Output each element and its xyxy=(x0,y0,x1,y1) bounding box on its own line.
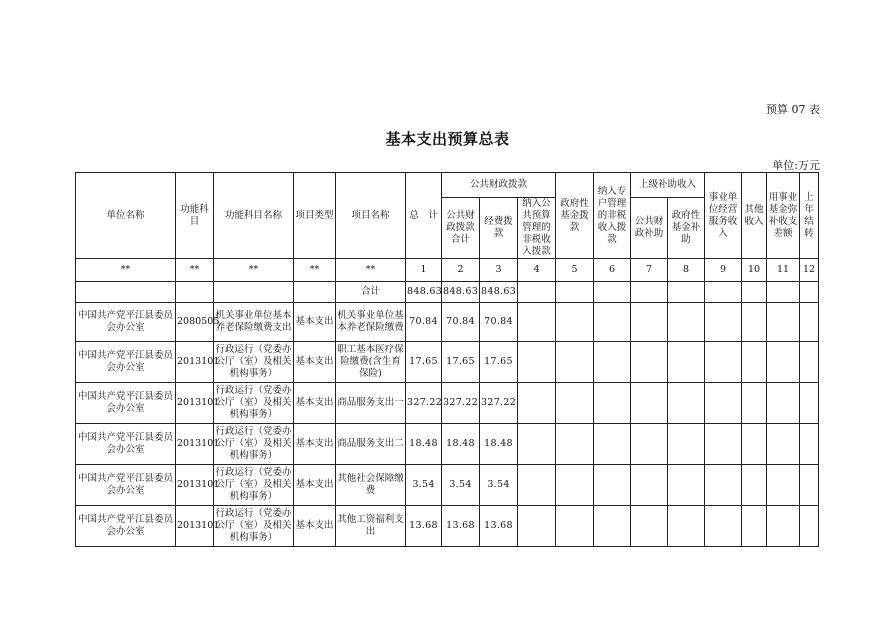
header-upper-group: 上级补助收入 xyxy=(631,173,705,198)
empty-cell xyxy=(631,282,668,303)
table-row xyxy=(76,465,819,506)
empty-cell xyxy=(800,506,819,547)
header-business-fund: 用事业基金弥补收支差额 xyxy=(767,173,800,259)
empty-cell xyxy=(556,383,594,424)
public-total-cell: 327.22 xyxy=(442,383,480,424)
empty-cell xyxy=(767,303,800,342)
empty-cell xyxy=(668,282,705,303)
total-cell: 327.22 xyxy=(406,383,442,424)
table-row xyxy=(76,303,819,342)
header-non-tax-in-budget: 纳入公共预算管理的非税收入拨款 xyxy=(518,198,556,259)
index-cell: 6 xyxy=(594,259,631,282)
code-cell: 2080505 xyxy=(176,303,214,342)
empty-cell xyxy=(800,383,819,424)
empty-cell xyxy=(767,282,800,303)
header-upper-gov-fund: 政府性基金补助 xyxy=(668,198,705,259)
expense-cell: 3.54 xyxy=(480,465,518,506)
unit-cell: 中国共产党平江县委员会办公室 xyxy=(76,383,176,424)
empty-cell xyxy=(518,424,556,465)
expense-cell: 327.22 xyxy=(480,383,518,424)
empty-cell xyxy=(800,303,819,342)
empty-cell xyxy=(594,506,631,547)
unit-cell: 中国共产党平江县委员会办公室 xyxy=(76,465,176,506)
unit-cell: 中国共产党平江县委员会办公室 xyxy=(76,303,176,342)
code-cell: 2013101 xyxy=(176,342,214,383)
type-cell: 基本支出 xyxy=(294,342,336,383)
empty-cell xyxy=(705,342,742,383)
unit-cell: 中国共产党平江县委员会办公室 xyxy=(76,424,176,465)
form-number: 预算 07 表 xyxy=(766,103,820,116)
empty-cell xyxy=(594,383,631,424)
empty-cell xyxy=(214,282,294,303)
empty-cell xyxy=(705,424,742,465)
index-cell: ** xyxy=(176,259,214,282)
empty-cell xyxy=(668,303,705,342)
empty-cell xyxy=(742,282,767,303)
func-name-cell: 行政运行（党委办公厅（室）及相关机构事务） xyxy=(214,506,294,547)
expense-cell: 13.68 xyxy=(480,506,518,547)
type-cell: 基本支出 xyxy=(294,506,336,547)
header-func-code: 功能科目 xyxy=(176,173,214,259)
empty-cell xyxy=(594,342,631,383)
empty-cell xyxy=(742,342,767,383)
code-cell: 2013101 xyxy=(176,465,214,506)
table-row xyxy=(76,383,819,424)
item-cell: 商品服务支出二 xyxy=(336,424,406,465)
index-cell: 8 xyxy=(668,259,705,282)
total-amount: 848.63 xyxy=(406,282,442,303)
empty-cell xyxy=(767,465,800,506)
header-item-type: 项目类型 xyxy=(294,173,336,259)
item-cell: 机关事业单位基本养老保险缴费 xyxy=(336,303,406,342)
empty-cell xyxy=(176,282,214,303)
budget-table xyxy=(75,172,819,547)
index-cell: 1 xyxy=(406,259,442,282)
header-special-non-tax: 纳入专户管理的非税收入拨款 xyxy=(594,173,631,259)
header-unit-name: 单位名称 xyxy=(76,173,176,259)
empty-cell xyxy=(518,303,556,342)
empty-cell xyxy=(742,506,767,547)
empty-cell xyxy=(767,506,800,547)
header-upper-public: 公共财政补助 xyxy=(631,198,668,259)
table-row xyxy=(76,424,819,465)
header-gov-fund: 政府性基金拨款 xyxy=(556,173,594,259)
code-cell: 2013101 xyxy=(176,383,214,424)
unit-cell: 中国共产党平江县委员会办公室 xyxy=(76,506,176,547)
header-public-total: 公共财政拨款合计 xyxy=(442,198,480,259)
index-cell: 4 xyxy=(518,259,556,282)
index-cell: 10 xyxy=(742,259,767,282)
item-cell: 职工基本医疗保险缴费(含生育保险) xyxy=(336,342,406,383)
expense-cell: 70.84 xyxy=(480,303,518,342)
item-cell: 其他社会保障缴费 xyxy=(336,465,406,506)
empty-cell xyxy=(668,424,705,465)
empty-cell xyxy=(556,424,594,465)
empty-cell xyxy=(518,465,556,506)
empty-cell xyxy=(631,383,668,424)
func-name-cell: 行政运行（党委办公厅（室）及相关机构事务） xyxy=(214,465,294,506)
empty-cell xyxy=(742,303,767,342)
empty-cell xyxy=(556,465,594,506)
item-cell: 其他工资福利支出 xyxy=(336,506,406,547)
empty-cell xyxy=(631,424,668,465)
empty-cell xyxy=(631,506,668,547)
empty-cell xyxy=(705,383,742,424)
index-cell: 11 xyxy=(767,259,800,282)
index-cell: 5 xyxy=(556,259,594,282)
type-cell: 基本支出 xyxy=(294,465,336,506)
index-cell: 2 xyxy=(442,259,480,282)
public-total-cell: 13.68 xyxy=(442,506,480,547)
index-cell: ** xyxy=(76,259,176,282)
total-cell: 18.48 xyxy=(406,424,442,465)
unit-cell: 中国共产党平江县委员会办公室 xyxy=(76,342,176,383)
expense-cell: 17.65 xyxy=(480,342,518,383)
index-cell: 3 xyxy=(480,259,518,282)
empty-cell xyxy=(631,342,668,383)
empty-cell xyxy=(767,383,800,424)
empty-cell xyxy=(800,424,819,465)
unit-label: 单位:万元 xyxy=(772,159,820,172)
total-label: 合计 xyxy=(336,282,406,303)
func-name-cell: 行政运行（党委办公厅（室）及相关机构事务） xyxy=(214,424,294,465)
header-total: 总 计 xyxy=(406,173,442,259)
empty-cell xyxy=(705,303,742,342)
index-cell: 9 xyxy=(705,259,742,282)
public-total-cell: 18.48 xyxy=(442,424,480,465)
empty-cell xyxy=(800,465,819,506)
table-row xyxy=(76,342,819,383)
expense-cell: 18.48 xyxy=(480,424,518,465)
header-public-group: 公共财政拨款 xyxy=(442,173,556,198)
func-name-cell: 行政运行（党委办公厅（室）及相关机构事务） xyxy=(214,383,294,424)
type-cell: 基本支出 xyxy=(294,303,336,342)
total-cell: 3.54 xyxy=(406,465,442,506)
empty-cell xyxy=(556,342,594,383)
empty-cell xyxy=(800,342,819,383)
empty-cell xyxy=(594,303,631,342)
total-cell: 13.68 xyxy=(406,506,442,547)
func-name-cell: 机关事业单位基本养老保险缴费支出 xyxy=(214,303,294,342)
index-cell: 7 xyxy=(631,259,668,282)
empty-cell xyxy=(668,465,705,506)
index-cell: 12 xyxy=(800,259,819,282)
empty-cell xyxy=(800,282,819,303)
header-other-income: 其他收入 xyxy=(742,173,767,259)
empty-cell xyxy=(668,506,705,547)
type-cell: 基本支出 xyxy=(294,424,336,465)
func-name-cell: 行政运行（党委办公厅（室）及相关机构事务） xyxy=(214,342,294,383)
empty-cell xyxy=(767,342,800,383)
public-total-cell: 3.54 xyxy=(442,465,480,506)
empty-cell xyxy=(705,465,742,506)
empty-cell xyxy=(631,465,668,506)
index-cell: ** xyxy=(336,259,406,282)
empty-cell xyxy=(556,282,594,303)
empty-cell xyxy=(518,282,556,303)
total-cell: 17.65 xyxy=(406,342,442,383)
empty-cell xyxy=(742,383,767,424)
index-cell: ** xyxy=(214,259,294,282)
empty-cell xyxy=(594,282,631,303)
index-row xyxy=(76,259,819,282)
empty-cell xyxy=(742,465,767,506)
table-row xyxy=(76,506,819,547)
empty-cell xyxy=(594,424,631,465)
empty-cell xyxy=(518,506,556,547)
empty-cell xyxy=(518,342,556,383)
public-total-cell: 17.65 xyxy=(442,342,480,383)
empty-cell xyxy=(518,383,556,424)
empty-cell xyxy=(705,282,742,303)
code-cell: 2013101 xyxy=(176,506,214,547)
header-carryover: 上年结转 xyxy=(800,173,819,259)
header-row-1 xyxy=(76,173,819,198)
header-func-name: 功能科目名称 xyxy=(214,173,294,259)
page-title: 基本支出预算总表 xyxy=(385,130,510,148)
empty-cell xyxy=(742,424,767,465)
type-cell: 基本支出 xyxy=(294,383,336,424)
empty-cell xyxy=(631,303,668,342)
empty-cell xyxy=(556,303,594,342)
empty-cell xyxy=(668,383,705,424)
header-business-income: 事业单位经营服务收入 xyxy=(705,173,742,259)
public-total-cell: 70.84 xyxy=(442,303,480,342)
empty-cell xyxy=(767,424,800,465)
empty-cell xyxy=(76,282,176,303)
item-cell: 商品服务支出一 xyxy=(336,383,406,424)
total-cell: 70.84 xyxy=(406,303,442,342)
empty-cell xyxy=(594,465,631,506)
empty-cell xyxy=(294,282,336,303)
header-item-name: 项目名称 xyxy=(336,173,406,259)
code-cell: 2013101 xyxy=(176,424,214,465)
empty-cell xyxy=(556,506,594,547)
header-expense: 经费拨款 xyxy=(480,198,518,259)
empty-cell xyxy=(668,342,705,383)
total-expense: 848.63 xyxy=(480,282,518,303)
total-public: 848.63 xyxy=(442,282,480,303)
index-cell: ** xyxy=(294,259,336,282)
total-row xyxy=(76,282,819,303)
empty-cell xyxy=(705,506,742,547)
